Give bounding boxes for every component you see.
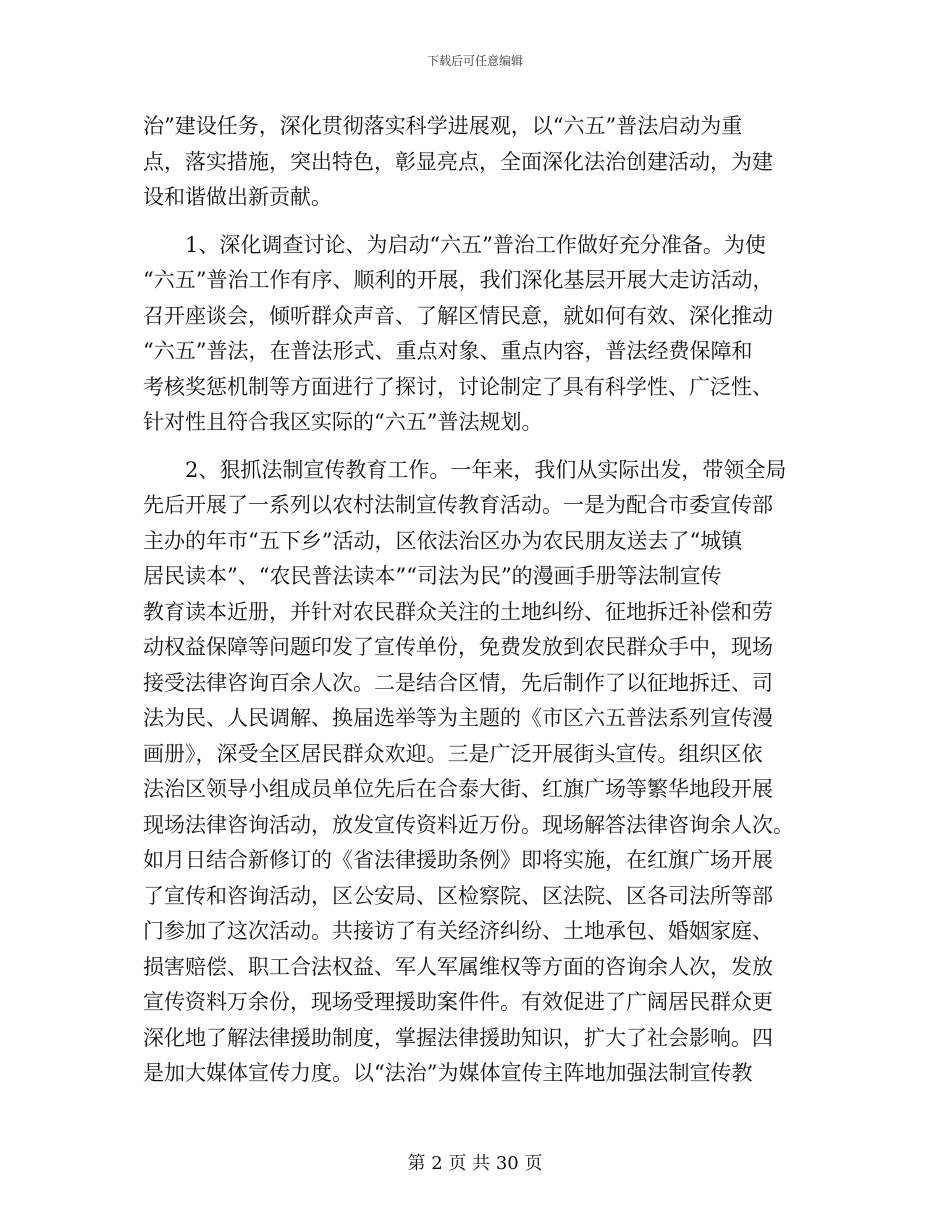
- text-line: 法治区领导小组成员单位先后在合泰大街、红旗广场等繁华地段开展: [143, 777, 773, 801]
- page-number: 第 2 页 共 30 页: [407, 1153, 543, 1174]
- text-line: 召开座谈会，倾听群众声音、了解区情民意，就如何有效、深化推动: [143, 303, 773, 328]
- text-line: 治”建设任务，深化贯彻落实科学进展观，以“六五”普法启动为重: [143, 114, 743, 138]
- text-line: 动权益保障等问题印发了宣传单份，免费发放到农民群众手中，现场: [143, 635, 773, 659]
- text-line: “六五”普治工作有序、顺利的开展，我们深化基层开展大走访活动，: [143, 268, 774, 292]
- text-line: 居民读本”、“农民普法读本”“司法为民”的漫画手册等法制宣传: [143, 564, 722, 588]
- text-line: 点，落实措施，突出特色，彰显亮点，全面深化法治创建活动，为建: [143, 149, 773, 174]
- text-line: 如月日结合新修订的《省法律援助条例》即将实施，在红旗广场开展: [143, 848, 773, 872]
- text-line: 门参加了这次活动。共接访了有关经济纠纷、土地承包、婚姻家庭、: [143, 919, 773, 943]
- paragraph-1-start: 1、深化调查讨论、为启动“六五”普治工作做好充分准备。为使: [143, 232, 766, 257]
- text-line: 现场法律咨询活动，放发宣传资料近万份。现场解答法律咨询余人次。: [143, 812, 794, 837]
- text-line: 考核奖惩机制等方面进行了探讨，讨论制定了具有科学性、广泛性、: [143, 374, 773, 399]
- text-line: 针对性且符合我区实际的“六五”普法规划。: [143, 410, 543, 434]
- text-line: 先后开展了一系列以农村法制宣传教育活动。一是为配合市委宣传部: [143, 493, 773, 517]
- text-line: 法为民、人民调解、换届选举等为主题的《市区六五普法系列宣传漫: [143, 706, 773, 730]
- text-line: 是加大媒体宣传力度。以“法治”为媒体宣传主阵地加强法制宣传教: [143, 1061, 753, 1085]
- page-header: 下载后可任意编辑: [426, 54, 523, 68]
- text-line: 损害赔偿、职工合法权益、军人军属维权等方面的咨询余人次，发放: [143, 954, 773, 979]
- text-line: 主办的年市“五下乡”活动，区依法治区办为农民朋友送去了“城镇: [143, 528, 743, 553]
- paragraph-2-start: 2、狠抓法制宣传教育工作。一年来，我们从实际出发，带领全局: [143, 457, 787, 482]
- text-line: 接受法律咨询百余人次。二是结合区情，先后制作了以征地拆迁、司: [143, 670, 773, 695]
- text-line: 教育读本近册，并针对农民群众关注的土地纠纷、征地拆迁补偿和劳: [143, 599, 773, 624]
- text-line: 宣传资料万余份，现场受理援助案件件。有效促进了广阔居民群众更: [143, 990, 773, 1014]
- document-body: [143, 109, 803, 1092]
- text-line: 设和谐做出新贡献。: [143, 185, 332, 209]
- text-line: 深化地了解法律援助制度，掌握法律援助知识，扩大了社会影响。四: [143, 1025, 773, 1050]
- text-line: 了宣传和咨询活动，区公安局、区检察院、区法院、区各司法所等部: [143, 883, 773, 908]
- text-line: 画册》，深受全区居民群众欢迎。三是广泛开展街头宣传。组织区依: [143, 741, 763, 766]
- text-line: “六五”普法，在普法形式、重点对象、重点内容，普法经费保障和: [143, 339, 753, 363]
